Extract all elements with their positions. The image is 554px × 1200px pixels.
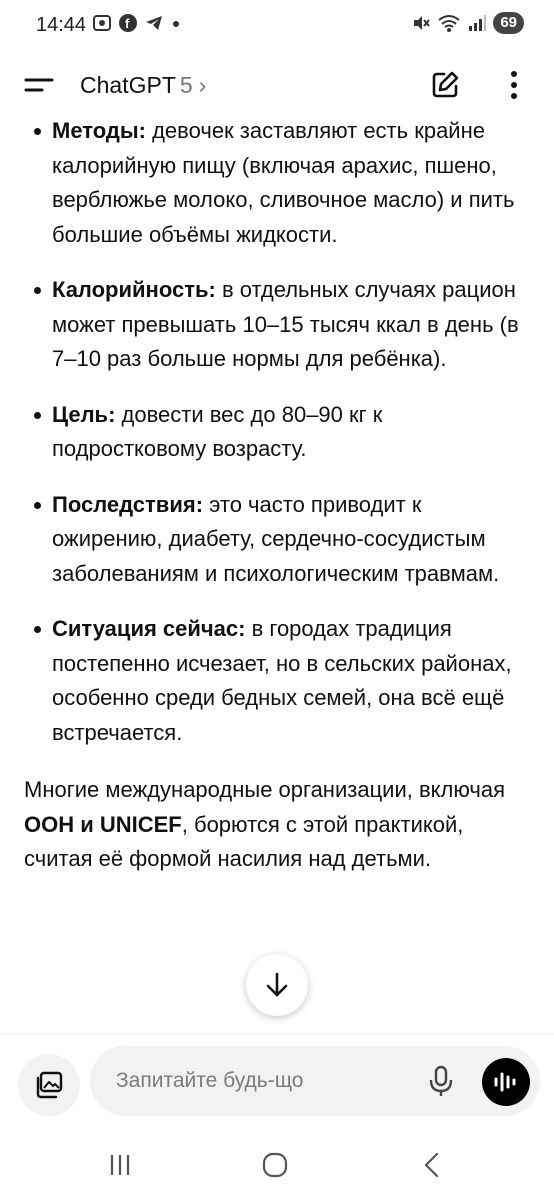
app-title: ChatGPT [80,72,176,98]
wifi-icon [437,13,461,33]
gallery-icon [32,1068,66,1102]
recent-apps-icon [105,1152,135,1178]
home-icon [260,1150,290,1180]
telegram-icon [144,13,164,33]
menu-button[interactable] [20,70,60,100]
paragraph-text-before: Многие международные организации, включая [24,777,505,802]
model-version: 5 [179,72,193,98]
screenshot-icon [92,13,112,33]
attach-media-button[interactable] [18,1054,80,1116]
divider [0,1034,554,1035]
microphone-icon [426,1064,456,1098]
model-selector[interactable] [80,72,206,99]
more-vertical-icon [502,68,526,102]
bullet-text: это часто приводит к ожирению, диабету, сердечно-сосудистым заболеваниям и психологическим травмам. [52,491,500,586]
composer [0,1044,554,1118]
bullet-list [0,118,554,750]
scroll-to-bottom-button[interactable] [246,954,308,1016]
bullet-text: довести вес до 80–90 кг к подростковому возрасту. [52,401,383,461]
bullet-text: в отдельных случаях рацион может превышать 10–15 тысяч ккал в день (в 7–10 раз больше нормы для ребёнка). [52,277,519,371]
bullet-text: девочек заставляют есть крайне калорийную пищу (включая арахис, пшено, верблюжье молоко, сливочное масло) и пить большие объёмы жидкости. [52,118,515,247]
bullet-label: Методы: [52,118,146,143]
bullet-text: в городах традиция постепенно исчезает, но в сельских районах, особенно среди бедных семей, она всё ещё встречается. [52,616,512,745]
battery-indicator: 69 [493,12,524,34]
voice-mode-button[interactable] [482,1058,530,1106]
new-chat-button[interactable] [428,68,462,102]
system-icons [411,12,524,34]
system-navigation-bar [0,1130,554,1200]
back-button[interactable] [412,1150,452,1180]
more-options-button[interactable] [502,68,526,102]
notification-icons [92,13,182,33]
dot-icon [170,13,182,33]
bullet-label: Ситуация сейчас: [52,616,246,641]
mute-icon [411,13,431,33]
recent-apps-button[interactable] [100,1150,140,1180]
list-item [0,273,554,377]
edit-icon [428,68,462,102]
list-item [0,118,554,252]
message-input[interactable] [116,1064,406,1098]
paragraph-text-after: , борются с этой практикой, считая её формой насилия над детьми. [24,811,464,871]
signal-icon [467,13,487,33]
chevron-right-icon: › [198,72,207,98]
menu-icon [20,70,60,100]
paragraph-bold: ООН и UNICEF [24,811,182,837]
bullet-label: Последствия: [52,491,204,517]
list-item [0,612,554,750]
bullet-label: Цель: [52,401,116,427]
chat-message-area[interactable] [0,118,554,1034]
svg-text:f: f [125,16,130,31]
facebook-icon [118,13,138,33]
list-item [0,398,554,467]
bullet-label: Калорийность: [52,277,216,302]
app-header [0,52,554,118]
closing-paragraph [0,773,554,877]
status-bar [0,0,554,52]
message-input-container [90,1046,540,1116]
assistant-message [0,118,554,877]
home-button[interactable] [255,1150,295,1180]
dictate-button[interactable] [426,1064,456,1098]
list-item [0,488,554,592]
waveform-icon [492,1070,520,1094]
status-time: 14:44 [36,14,87,36]
back-icon [417,1150,447,1180]
arrow-down-icon [262,970,292,1000]
